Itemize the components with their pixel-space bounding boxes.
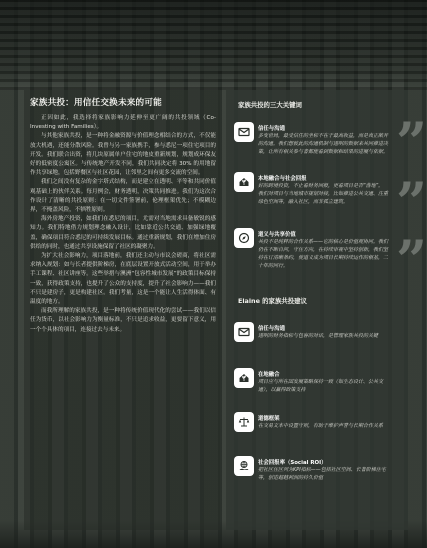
paragraph: 海外房地产投资，如我们在悉尼的项目，尤需对当地需求具备敏锐的感知力。我们特地借力规划理念融入设计，比如靠近公共交通、加强绿地覆盖，确保项目符合悉尼的可持续发展目标。通过重新规划，我们在增加住房供给的同时，也通过共享设施保留了社区的凝聚力。	[30, 216, 216, 250]
paragraph: 与其他家族共投，是一种将金融资源与价值理念相结合的方式，不仅能放大机遇，还能分散风险。我曾与另一家族携手，参与悉尼一项住宅项目的开发。我们联合出资，将几块原属单户住宅的地皮重新规划，规划成环保友好的低密度公寓区。与传统地产开发不同，我们共同决定将 30% 的用地留作共享绿地，包括野餐区与社区花园，让邻里之间有更多交流的空间。	[30, 133, 216, 177]
scale-icon	[234, 412, 254, 432]
suggestion-heading: 信任与沟通	[258, 326, 285, 332]
quote-mark-icon: ”	[396, 228, 427, 292]
article-title: 家族共投：用信任交换未来的可能	[30, 98, 162, 108]
keyword-heading: 道义与共享价值	[258, 232, 296, 238]
quote-mark-icon: ”	[396, 110, 427, 174]
keyword-item	[234, 172, 406, 232]
building-facade	[0, 0, 427, 90]
suggestions-title: Elaine 的家族共投建议	[238, 297, 307, 305]
suggestion-text: 把社区住区列为KPI指标——包括社区空间、长者阶梯住宅等，创造超越利润的持久价值	[258, 467, 386, 481]
suggestion-heading: 社会回报率（Social ROI）	[258, 460, 327, 466]
globe-hand-icon	[234, 456, 254, 476]
suggestion-text: 在交易文本中设置守则，有助于维护声誉与长期合作关系	[258, 423, 384, 429]
house-sprout-icon	[234, 172, 254, 192]
quote-mark-icon: ”	[396, 170, 427, 234]
paragraph: 而我所理解的家族共投，是一种将传统价值现代化的尝试——我们以信任为货币，以社会影响力为衡量标准，不只是追求收益，更要留下意义，用一个个具体的项目，连接过去与未来。	[30, 308, 216, 333]
envelope-icon	[234, 122, 254, 142]
keyword-text: 多变世局，最受信任的坐标不在于最高收益，而是真正敞开的沟通。我们想彼此的沟通机制与透明的数据来共同推进决策，让所有相关参与者都能看到数据和结果的进展与依据。	[258, 133, 389, 155]
keywords-title: 家族共投的三大关键词	[238, 101, 302, 109]
keyword-text: 好的跨境投资，不止看财务回报，更看项目是否“落地”。我们对项目与当地城市规划对接，比如推进公共交通、注重绿色空间等，融入社区，而非孤立建筑。	[258, 183, 389, 205]
house-sprout-icon	[234, 368, 254, 388]
article-body	[30, 114, 216, 335]
paragraph: 为扩大社会影响力，项目落地前，我们还主动与市议会磋商，将社区需求纳入规划：如与长者提供阶梯房，在底层设置开放式活动空间，用于举办手工课程、社区讲座等。这些举措与澳洲“包容性城市发展”的政策目标保持一致，获得政策支持，也提升了公众的支持度，提升了社会影响力——我们不只是建房子，更是构建社区。我们考量，这是一个能让人生活得体面、有温度的地方。	[30, 253, 216, 306]
suggestion-text: 项目应与所在国发展策略保持一致（如生态设计、公共交通），以赢得政策支持	[258, 379, 384, 393]
suggestion-heading: 在地融合	[258, 372, 280, 378]
keyword-heading: 信任与沟通	[258, 126, 285, 132]
suggestion-text: 透明的财务指标与包容的对话，是管理家族共投的关键	[258, 333, 379, 339]
paragraph: 我们之间没有复杂的金字塔式结构，而是建立在透明、平等和共同价值观基础上的伙伴关系。每月例会，财务透明，决策共同推进。我们为这次合作设计了清晰的共投原则：在一切文件签署前，伦理框架优先；不模糊边界，不掩盖风险，不牺牲原则。	[30, 179, 216, 214]
keyword-text: 共投不是纯粹的合作关系——它的核心是价值观协同。我们仍在不断自问，守住方向，在持续审视中坚持创新，我们坚持在订清晰条约，使道义成为项目长期持续运作的根基，二十年的同行。	[258, 239, 389, 269]
envelope-icon	[234, 322, 254, 342]
keyword-heading: 本地融合与社会回报	[258, 176, 307, 182]
suggestion-heading: 道德框架	[258, 416, 280, 422]
compass-icon	[234, 228, 254, 248]
paragraph: 正因如此，我选择将家族影响力延伸至更广阔的共投领域（Co-Investing with Families）。	[30, 115, 216, 131]
suggestion-item	[234, 456, 406, 516]
keyword-item	[234, 228, 406, 288]
